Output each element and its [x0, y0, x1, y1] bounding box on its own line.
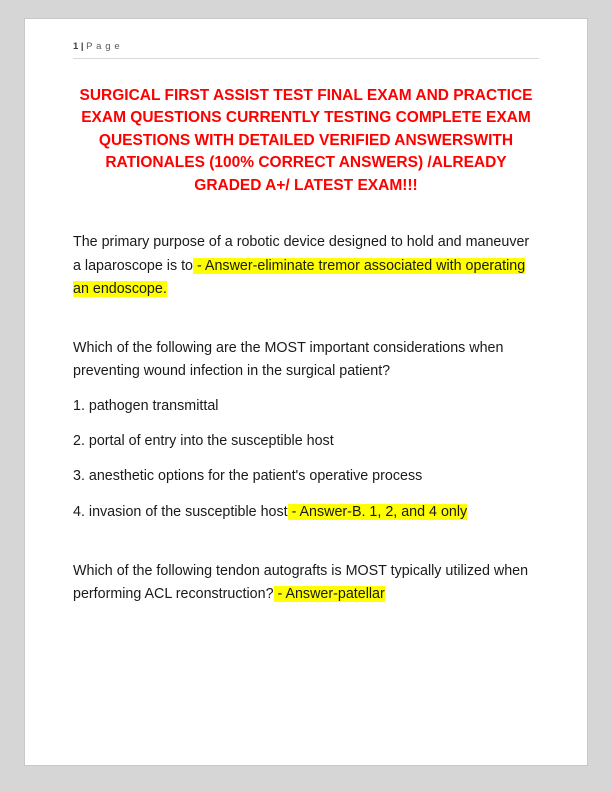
question-3-answer: - Answer-patellar: [273, 585, 385, 602]
question-2-option-4-text: 4. invasion of the susceptible host: [73, 503, 288, 520]
question-3: [73, 560, 539, 606]
document-title: SURGICAL FIRST ASSIST TEST FINAL EXAM AND PRACTICE EXAM QUESTIONS CURRENTLY TESTING COMPLETE EXAM QUESTIONS WITH DETAILED VERIFIED ANSWERSWITH RATIONALES (100% CORRECT ANSWERS) /ALREADY GRADED A+/ LATEST EXAM!!!: [79, 87, 533, 194]
header-separator: |: [80, 41, 85, 52]
page-header: [73, 41, 539, 59]
question-2-option-4: [73, 501, 539, 524]
question-2-answer: - Answer-B. 1, 2, and 4 only: [287, 503, 468, 520]
question-2-option-2: 2. portal of entry into the susceptible host: [73, 433, 334, 450]
page-number: 1: [73, 41, 79, 52]
document-page: [24, 18, 588, 766]
paragraph-spacer-2: [73, 550, 539, 560]
question-1-answer: - Answer-eliminate tremor associated with operating an endoscope.: [73, 257, 526, 297]
question-2-prompt: Which of the following are the MOST important considerations when preventing wound infection in the surgical patient?: [73, 339, 504, 379]
question-3-prompt: Which of the following tendon autografts is MOST typically utilized when performing ACL reconstruction?: [73, 562, 529, 602]
question-1: [73, 231, 539, 300]
question-1-prompt: The primary purpose of a robotic device designed to hold and maneuver a laparoscope is to: [73, 234, 530, 274]
page-content: [25, 19, 587, 606]
header-label: P a g e: [86, 41, 121, 52]
document-body: [73, 231, 539, 606]
paragraph-spacer: [73, 327, 539, 337]
question-2-option-1: 1. pathogen transmittal: [73, 398, 219, 415]
question-2-option-3: 3. anesthetic options for the patient's operative process: [73, 468, 423, 485]
